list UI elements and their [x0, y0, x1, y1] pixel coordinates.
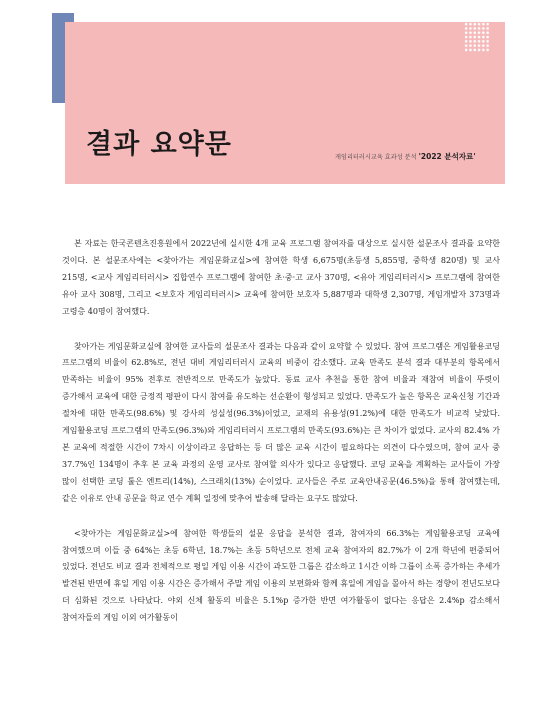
- summary-paragraph-1: 본 자료는 한국콘텐츠진흥원에서 2022년에 실시한 4개 교육 프로그램 참여자를 대상으로 실시한 설문조사 결과를 요약한 것이다. 본 설문조사에는 <찾아가는 게임문화교실>에 참여한 학생 6,675명(초등생 5,855명, 중학생 820명) 및 교사 215명, <교사 게임리터러시> 집합연수 프로그램에 참여한 초·중·고 교사 370명, <유아 게임리터러시> 프로그램에 참여한 유아 교사 308명, 그리고 <보호자 게임리터러시> 교육에 참여한 보호자 5,887명과 대학생 2,307명, 게임개발자 373명과 고령층 40명이 참여했다.: [62, 239, 500, 316]
- summary-paragraph-2: 찾아가는 게임문화교실에 참여한 교사들의 설문조사 결과는 다음과 같이 요약할 수 있었다. 참여 프로그램은 게임활용코딩 프로그램의 비율이 62.8%로, 전년 대비 게임리터러시 교육의 비중이 감소했다. 교육 만족도 분석 결과 대부분의 항목에서 만족하는 비율이 95% 전후로 전반적으로 만족도가 높았다. 동료 교사 추천을 통한 참여 비율과 재참여 비율이 뚜렷이 증가해서 교육에 대한 긍정적 평판이 다시 참여를 유도하는 선순환이 형성되고 있었다. 만족도가 높은 항목은 교육신청 기간과 절차에 대한 만족도(98.6%) 및 강사의 성실성(96.3%)이었고, 교재의 유용성(91.2%)에 대한 만족도가 비교적 낮았다. 게임활용코딩 프로그램의 만족도(96.3%)와 게임리터러시 프로그램의 만족도(93.6%)는 큰 차이가 없었다. 교사의 82.4% 가 본 교육에 적절한 시간이 7차시 이상이라고 응답하는 등 더 많은 교육 시간이 필요하다는 의견이 다수였으며, 참여 교사 중 37.7%인 134명이 추후 본 교육 과정의 운영 교사로 참여할 의사가 있다고 응답했다. 코딩 교육을 계획하는 교사들이 가장 많이 선택한 코딩 툴은 엔트리(14%), 스크래치(13%) 순이었다. 교사들은 주로 교육안내공문(46.5%)을 통해 참여했는데, 같은 이유로 안내 공문을 학교 연수 계획 일정에 맞추어 발송해 달라는 요구도 많았다.: [62, 341, 500, 503]
- subtitle-prefix: 게임리터러시교육 효과성 분석: [335, 154, 419, 161]
- page-title: 결과 요약문: [86, 129, 232, 160]
- subtitle-emphasis: '2022 분석자료': [418, 152, 476, 161]
- summary-body: [62, 236, 500, 645]
- summary-paragraph-3: <찾아가는 게임문화교실>에 참여한 학생들의 설문 응답을 분석한 결과, 참여자의 66.3%는 게임활용코딩 교육에 참여했으며 이들 중 64%는 초등 6학년, 18.7%는 초등 5학년으로 전체 교육 참여자의 82.7%가 이 2개 학년에 편중되어 있었다. 전년도 비교 결과 전체적으로 평일 게임 이용 시간이 과도한 그룹은 감소하고 1시간 이하 그룹이 소폭 증가하는 추세가 발견된 반면에 휴일 게임 이용 시간은 증가해서 주말 게임 이용의 보편화와 함께 휴일에 게임을 몰아서 하는 경향이 전년도보다 더 심화된 것으로 나타났다. 야외 신체 활동의 비율은 5.1%p 증가한 반면 여가활동이 없다는 응답은 2.4%p 감소해서 참여자들의 게임 이외 여가활동이: [62, 528, 500, 623]
- dot-pattern-decoration: [464, 22, 490, 52]
- header-subtitle: [335, 151, 476, 162]
